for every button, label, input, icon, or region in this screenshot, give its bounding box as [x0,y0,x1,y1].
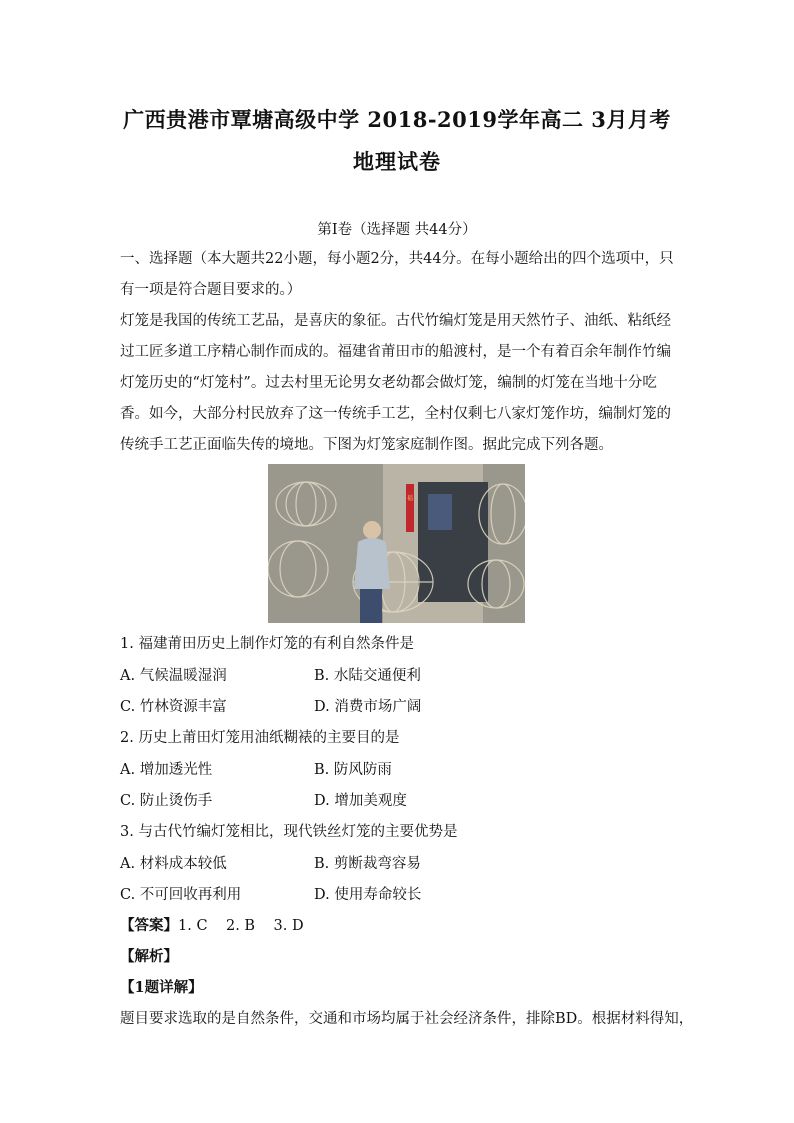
question-2-option-d[interactable]: D. 增加美观度 [314,793,407,809]
question-2-option-a[interactable]: A. 增加透光性 [120,762,213,778]
question-2-options-row-1 [120,758,680,778]
door-couplet-label: 福 [406,495,414,502]
question-1-option-d[interactable]: D. 消费市场广阔 [314,699,422,715]
question-2-stem: 2. 历史上莆田灯笼用油纸糊裱的主要目的是 [120,730,400,746]
question-2-option-c[interactable]: C. 防止烫伤手 [120,793,213,809]
question-3-option-c[interactable]: C. 不可回收再利用 [120,887,242,903]
exam-title: 广西贵港市覃塘高级中学 2018-2019学年高二 3月月考 [123,107,671,132]
question-3-options-row-2 [120,883,680,903]
question-1-options-row-1 [120,664,680,684]
question-1-option-b[interactable]: B. 水陆交通便利 [314,668,421,684]
question-3-stem: 3. 与古代竹编灯笼相比，现代铁丝灯笼的主要优势是 [120,824,458,840]
detail-text: 题目要求选取的是自然条件，交通和市场均属于社会经济条件，排除BD。根据材料得知， [120,1011,694,1027]
answer-line [120,914,304,935]
detail-label: 【1题详解】 [120,979,203,996]
section-heading: 第Ⅰ卷（选择题 共44分） [317,222,477,238]
analysis-label: 【解析】 [120,948,178,965]
answer-text: 1. C 2. B 3. D [178,918,304,934]
lantern-workshop-photo [268,464,525,623]
question-3-option-a[interactable]: A. 材料成本较低 [120,856,227,872]
question-3-options-row-1 [120,852,680,872]
question-2-option-b[interactable]: B. 防风防雨 [314,762,392,778]
question-1-stem: 1. 福建莆田历史上制作灯笼的有利自然条件是 [120,636,414,652]
exam-subject-title: 地理试卷 [353,149,441,174]
question-2-options-row-2 [120,789,680,809]
question-1-option-a[interactable]: A. 气候温暖湿润 [120,668,227,684]
question-3-option-b[interactable]: B. 剪断裁弯容易 [314,856,421,872]
question-1-option-c[interactable]: C. 竹林资源丰富 [120,699,227,715]
passage-paragraph: 灯笼是我国的传统工艺品，是喜庆的象征。古代竹编灯笼是用天然竹子、油纸、粘纸经过工匠多道工序精心制作而成的。福建省莆田市的船渡村，是一个有着百余年制作竹编灯笼历史的“灯笼村”。过去村里无论男女老幼都会做灯笼，编制的灯笼在当地十分吃香。如今，大部分村民放弃了这一传统手工艺，全村仅剩七八家灯笼作坊，编制灯笼的传统手工艺正面临失传的境地。下图为灯笼家庭制作图。据此完成下列各题。 [120,313,671,453]
answer-label: 【答案】 [120,917,178,934]
question-3-option-d[interactable]: D. 使用寿命较长 [314,887,422,903]
instructions-paragraph: 一、选择题（本大题共22小题，每小题2分，共44分。在每小题给出的四个选项中，只有一项是符合题目要求的。） [120,251,674,298]
question-1-options-row-2 [120,695,680,715]
lantern-workshop-illustration [268,464,525,623]
